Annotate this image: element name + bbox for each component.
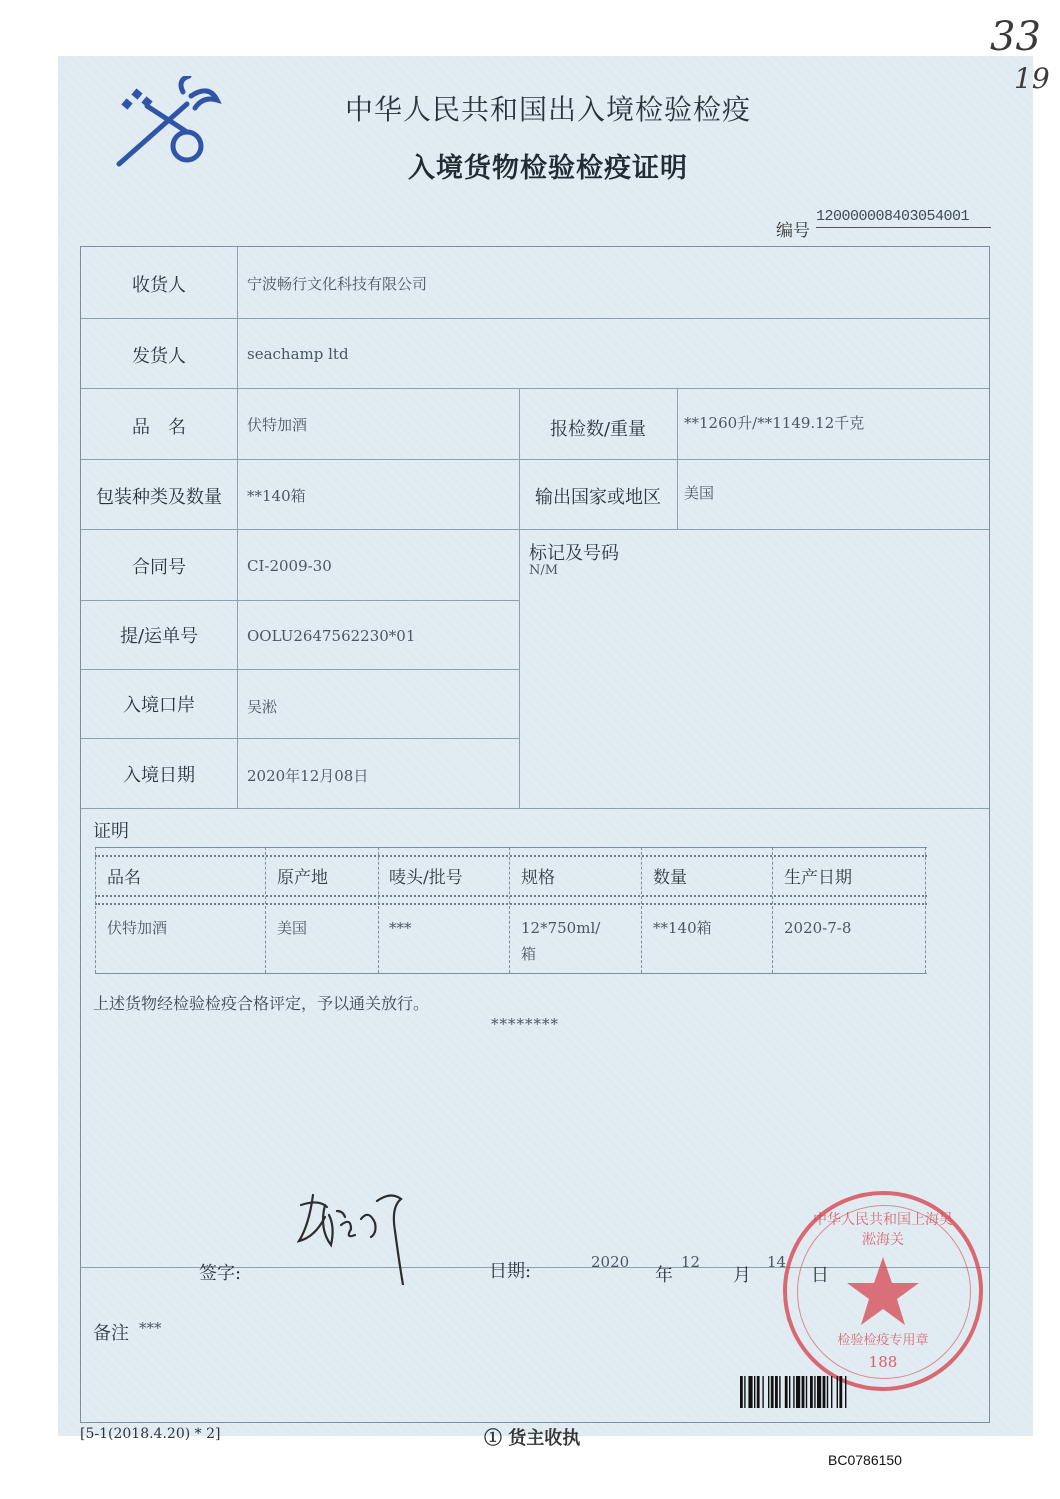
official-seal-stamp (783, 1191, 983, 1391)
release-statement: 上述货物经检验检疫合格评定，予以通关放行。 (93, 994, 430, 1013)
certificate-section-label: 证明 (93, 821, 129, 842)
remarks-value: *** (139, 1319, 162, 1337)
consignee-label: 收货人 (132, 275, 186, 296)
packaging-label: 包装种类及数量 (96, 487, 222, 508)
column-header-origin: 原产地 (277, 868, 328, 888)
origin-country-value: 美国 (684, 484, 715, 502)
month-unit: 月 (733, 1265, 751, 1286)
certificate-sheet (58, 56, 1033, 1436)
quantity-weight-value: **1260升/**1149.12千克 (684, 414, 865, 432)
serial-number: 120000008403054001 (816, 208, 991, 228)
barcode-icon (740, 1376, 940, 1408)
row-spec (521, 915, 600, 967)
row-production-date: 2020-7-8 (784, 919, 852, 937)
copy-designation: ① 货主收执 (484, 1428, 581, 1449)
row-lot: *** (389, 919, 412, 937)
seal-outer-text: 中华人民共和国上海吴淞海关 (813, 1212, 953, 1248)
column-header-lot: 唛头/批号 (389, 868, 463, 888)
corner-handwritten-note: 33 (990, 14, 1041, 60)
issuing-authority-title: 中华人民共和国出入境检验检疫 (344, 93, 751, 126)
row-spec-line1: 12*750ml/ (521, 919, 601, 937)
row-origin: 美国 (277, 919, 308, 937)
consignor-label: 发货人 (132, 346, 186, 367)
goods-table (95, 847, 927, 975)
entry-port-value: 吴淞 (247, 698, 278, 716)
entry-port-label: 入境口岸 (123, 695, 195, 716)
statement-end-stars: ******** (491, 1015, 559, 1033)
quantity-weight-label: 报检数/重量 (549, 419, 647, 440)
bill-of-lading-label: 提/运单号 (119, 626, 199, 647)
consignor-value: seachamp ltd (247, 345, 349, 363)
product-name-value: 伏特加酒 (247, 416, 308, 434)
form-code: [5-1(2018.4.20) * 2] (80, 1426, 221, 1442)
packaging-value: **140箱 (247, 487, 306, 505)
bill-of-lading-value: OOLU2647562230*01 (247, 627, 416, 645)
column-header-quantity: 数量 (653, 868, 687, 888)
marks-value: N/M (529, 563, 559, 578)
column-header-production-date: 生产日期 (784, 868, 852, 888)
contract-number-value: CI-2009-30 (247, 557, 332, 575)
product-name-label: 品 名 (132, 417, 186, 438)
sign-date-year: 2020 (591, 1253, 630, 1271)
seal-number: 188 (868, 1353, 898, 1371)
contract-number-label: 合同号 (132, 557, 186, 578)
handwritten-signature (291, 1175, 421, 1285)
inspection-emblem-icon (113, 76, 223, 176)
serial-label: 编号 (776, 221, 810, 241)
column-header-spec: 规格 (521, 868, 555, 888)
row-name: 伏特加酒 (107, 919, 168, 937)
document-title: 入境货物检验检疫证明 (408, 153, 688, 184)
date-label: 日期: (489, 1261, 532, 1282)
column-header-name: 品名 (107, 868, 141, 888)
row-quantity: **140箱 (653, 919, 712, 937)
sign-date-month: 12 (681, 1253, 701, 1271)
marks-label: 标记及号码 (529, 543, 619, 564)
day-unit: 日 (811, 1265, 829, 1286)
entry-date-label: 入境日期 (123, 765, 195, 786)
signature-label: 签字: (199, 1263, 242, 1284)
entry-date-value: 2020年12月08日 (247, 767, 369, 785)
origin-country-label: 输出国家或地区 (535, 487, 661, 508)
year-unit: 年 (655, 1265, 673, 1286)
consignee-value: 宁波畅行文化科技有限公司 (247, 275, 428, 293)
row-spec-line2: 箱 (521, 945, 537, 963)
remarks-label: 备注 (93, 1323, 129, 1344)
barcode-number: BC0786150 (828, 1452, 902, 1468)
corner-handwritten-note-2: 19 (1014, 62, 1050, 95)
seal-inner-text: 检验检疫专用章 (837, 1333, 929, 1348)
sign-date-day: 14 (767, 1253, 787, 1271)
